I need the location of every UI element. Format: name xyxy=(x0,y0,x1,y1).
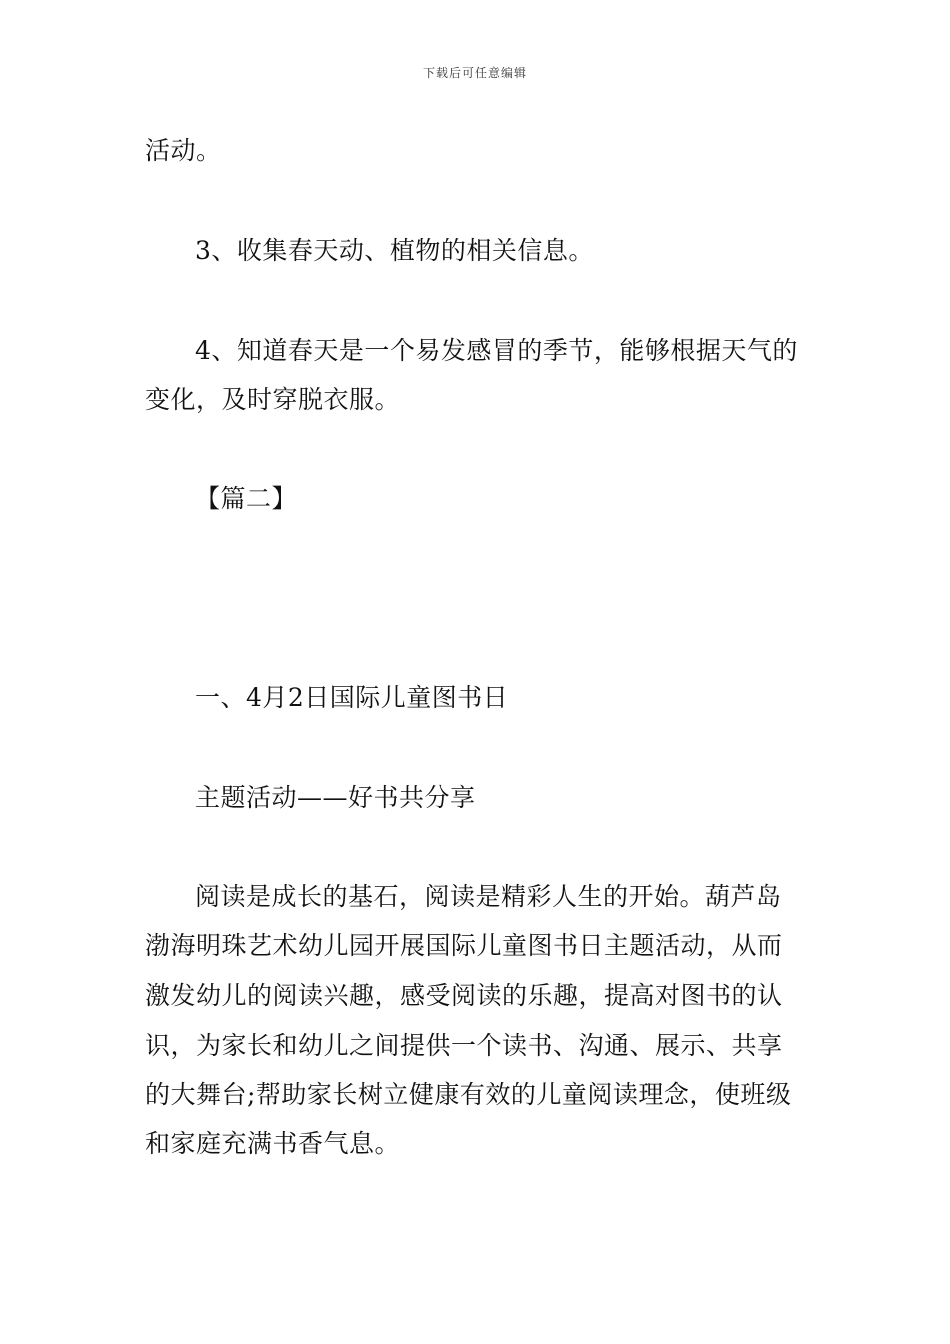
subheading: 主题活动——好书共分享 xyxy=(195,783,476,812)
paragraph-line: 识，为家长和幼儿之间提供一个读书、沟通、展示、共享 xyxy=(145,1031,783,1060)
list-item: 4、知道春天是一个易发感冒的季节，能够根据天气的 xyxy=(195,336,798,365)
paragraph-line: 阅读是成长的基石，阅读是精彩人生的开始。葫芦岛 xyxy=(195,882,782,911)
paragraph-line: 的大舞台;帮助家长树立健康有效的儿童阅读理念，使班级 xyxy=(145,1080,792,1109)
body-line: 变化，及时穿脱衣服。 xyxy=(145,385,401,414)
list-item: 3、收集春天动、植物的相关信息。 xyxy=(195,236,594,265)
page-header: 下载后可任意编辑 xyxy=(422,66,527,80)
paragraph-line: 激发幼儿的阅读兴趣，感受阅读的乐趣，提高对图书的认 xyxy=(145,981,783,1010)
section-heading: 【篇二】 xyxy=(195,484,298,513)
subheading: 一、4月2日国际儿童图书日 xyxy=(195,683,509,712)
paragraph-line: 渤海明珠艺术幼儿园开展国际儿童图书日主题活动，从而 xyxy=(145,931,783,960)
body-line: 活动。 xyxy=(145,136,222,165)
paragraph-line: 和家庭充满书香气息。 xyxy=(145,1129,401,1158)
